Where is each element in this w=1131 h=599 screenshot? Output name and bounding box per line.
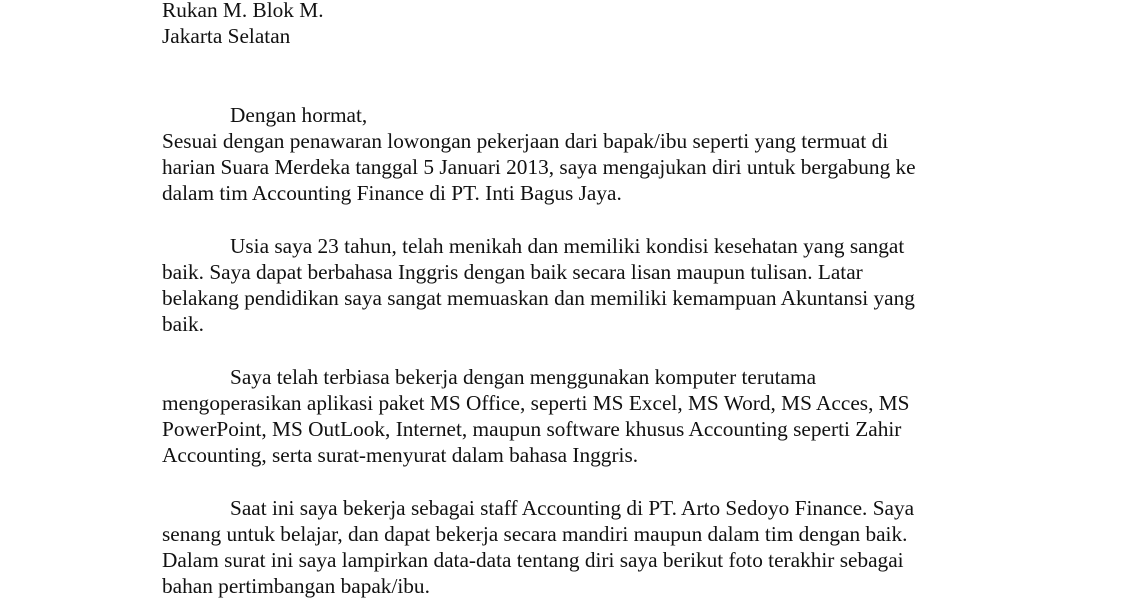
greeting: Dengan hormat, [230,102,368,127]
paragraph-line: harian Suara Merdeka tanggal 5 Januari 2013, saya mengajukan diri untuk bergabung ke [162,155,916,180]
paragraph-4 [162,495,982,599]
spacer [162,337,982,363]
paragraph-line: Sesuai dengan penawaran lowongan pekerjaan dari bapak/ibu seperti yang termuat di [162,128,889,153]
paragraph-line: mengoperasikan aplikasi paket MS Office, seperti MS Excel, MS Word, MS Acces, MS [162,390,910,415]
letter-page [162,0,982,599]
spacer [162,207,982,233]
paragraph-line: senang untuk belajar, dan dapat bekerja secara mandiri maupun dalam tim dengan baik. [162,521,908,546]
address-line-1: Rukan M. Blok M. [162,0,324,22]
paragraph-line: Accounting, serta surat-menyurat dalam bahasa Inggris. [162,443,639,468]
paragraph-line: Dalam surat ini saya lampirkan data-data tentang diri saya berikut foto terakhir sebagai [162,547,904,572]
paragraph-line: dalam tim Accounting Finance di PT. Inti Bagus Jaya. [162,181,622,206]
paragraph-line: Usia saya 23 tahun, telah menikah dan memiliki kondisi kesehatan yang sangat [230,233,905,258]
paragraph-line: Saat ini saya bekerja sebagai staff Accounting di PT. Arto Sedoyo Finance. Saya [230,495,915,520]
address-line-2: Jakarta Selatan [162,24,291,49]
paragraph-line: Saya telah terbiasa bekerja dengan menggunakan komputer terutama [230,364,817,389]
spacer [162,49,982,101]
paragraph-line: bahan pertimbangan bapak/ibu. [162,574,430,599]
paragraph-line: baik. Saya dapat berbahasa Inggris dengan baik secara lisan maupun tulisan. Latar [162,259,863,284]
paragraph-3 [162,364,982,469]
paragraph-2 [162,233,982,338]
paragraph-1 [162,128,982,207]
paragraph-line: PowerPoint, MS OutLook, Internet, maupun software khusus Accounting seperti Zahir [162,417,902,442]
paragraph-line: baik. [162,312,204,337]
paragraph-line: belakang pendidikan saya sangat memuaskan dan memiliki kemampuan Akuntansi yang [162,286,915,311]
spacer [162,468,982,494]
